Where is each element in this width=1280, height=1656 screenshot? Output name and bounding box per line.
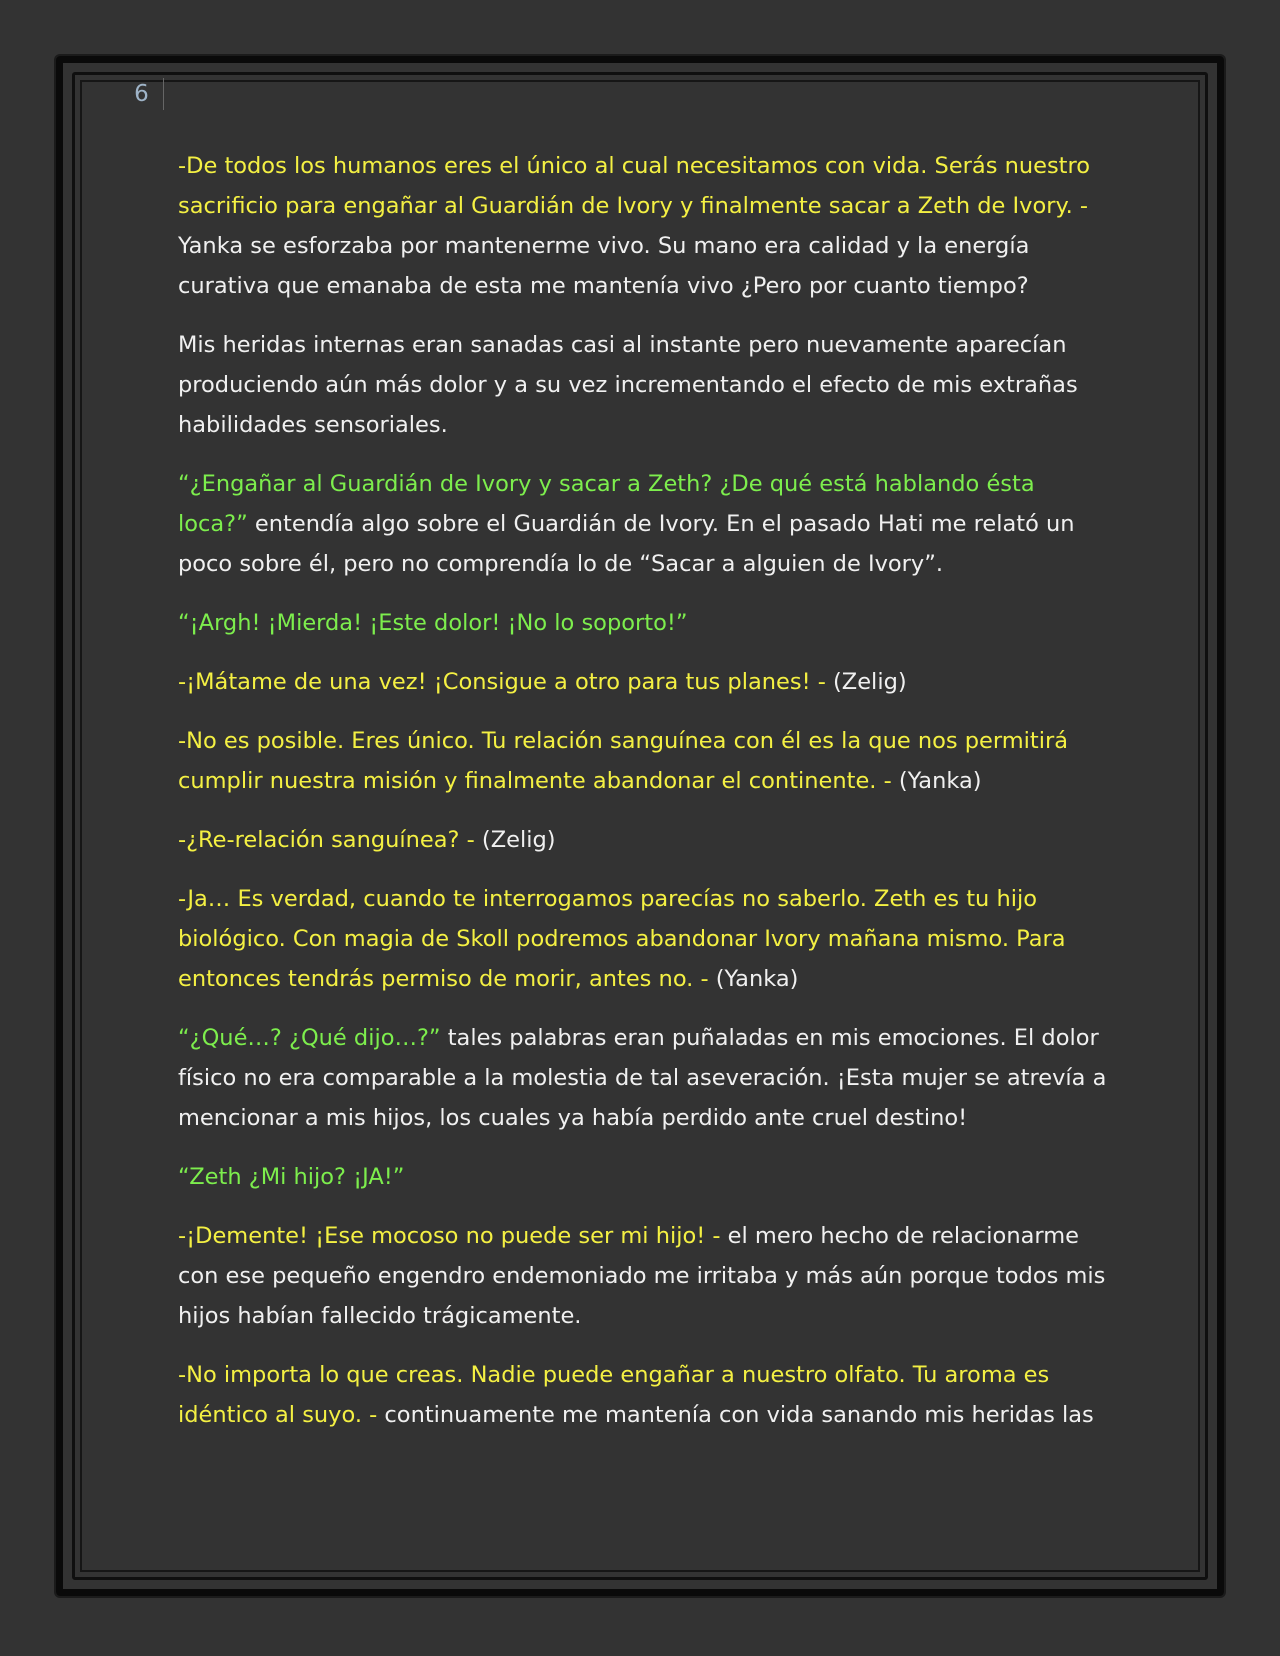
speaker-tag: (Zelig) — [825, 669, 907, 695]
thought-text: “¿Qué…? ¿Qué dijo…?” — [178, 1025, 441, 1051]
thought-text: “¡Argh! ¡Mierda! ¡Este dolor! ¡No lo soporto!” — [178, 610, 688, 636]
speaker-tag: (Yanka) — [891, 768, 982, 794]
thought-text: “Zeth ¿Mi hijo? ¡JA!” — [178, 1164, 405, 1190]
dialogue-text: -No importa lo que creas. Nadie puede engañar a nuestro olfato. Tu aroma es idéntico al suyo. - — [178, 1362, 1050, 1428]
paragraph-3 — [178, 464, 1110, 584]
narration-text: entendía algo sobre el Guardián de Ivory. En el pasado Hati me relató un poco sobre él, pero no comprendía lo de “Sacar a alguien de Ivory”. — [178, 511, 1075, 577]
paragraph-12 — [178, 1355, 1110, 1435]
paragraph-1 — [178, 146, 1110, 306]
paragraph-4 — [178, 603, 1110, 643]
paragraph-7 — [178, 820, 1110, 860]
story-text — [178, 146, 1110, 1454]
paragraph-11 — [178, 1216, 1110, 1336]
dialogue-text: -¡Demente! ¡Ese mocoso no puede ser mi hijo! - — [178, 1223, 721, 1249]
dialogue-text: -Ja… Es verdad, cuando te interrogamos parecías no saberlo. Zeth es tu hijo biológico. Con magia de Skoll podremos abandonar Ivory mañana mismo. Para entonces tendrás permiso de morir, antes no. - — [178, 886, 1066, 992]
narration-text: Yanka se esforzaba por mantenerme vivo. Su mano era calidad y la energía curativa que emanaba de esta me mantenía vivo ¿Pero por cuanto tiempo? — [178, 233, 1030, 299]
paragraph-10 — [178, 1157, 1110, 1197]
paragraph-6 — [178, 721, 1110, 801]
page-number: 6 — [120, 78, 164, 110]
dialogue-text: -No es posible. Eres único. Tu relación sanguínea con él es la que nos permitirá cumplir nuestra misión y finalmente abandonar el continente. - — [178, 728, 1068, 794]
dialogue-text: -De todos los humanos eres el único al cual necesitamos con vida. Serás nuestro sacrificio para engañar al Guardián de Ivory y finalmente sacar a Zeth de Ivory. - — [178, 153, 1091, 219]
speaker-tag: (Yanka) — [708, 966, 799, 992]
thought-text: “¿Engañar al Guardián de Ivory y sacar a Zeth? ¿De qué está hablando ésta loca?” — [178, 471, 1035, 537]
narration-text: tales palabras eran puñaladas en mis emociones. El dolor físico no era comparable a la molestia de tal aseveración. ¡Esta mujer se atrevía a mencionar a mis hijos, los cuales ya había perdido ante cruel destino! — [178, 1025, 1107, 1131]
speaker-tag: (Zelig) — [474, 827, 556, 853]
paragraph-8 — [178, 879, 1110, 999]
paragraph-2 — [178, 325, 1110, 445]
narration-text: Mis heridas internas eran sanadas casi al instante pero nuevamente aparecían produciendo aún más dolor y a su vez incrementando el efecto de mis extrañas habilidades sensoriales. — [178, 332, 1078, 438]
narration-text: continuamente me mantenía con vida sanando mis heridas las — [377, 1402, 1094, 1428]
paragraph-9 — [178, 1018, 1110, 1138]
paragraph-5 — [178, 662, 1110, 702]
narration-text: el mero hecho de relacionarme con ese pequeño engendro endemoniado me irritaba y más aún porque todos mis hijos habían fallecido trágicamente. — [178, 1223, 1106, 1329]
dialogue-text: -¿Re-relación sanguínea? - — [178, 827, 475, 853]
dialogue-text: -¡Mátame de una vez! ¡Consigue a otro para tus planes! - — [178, 669, 826, 695]
